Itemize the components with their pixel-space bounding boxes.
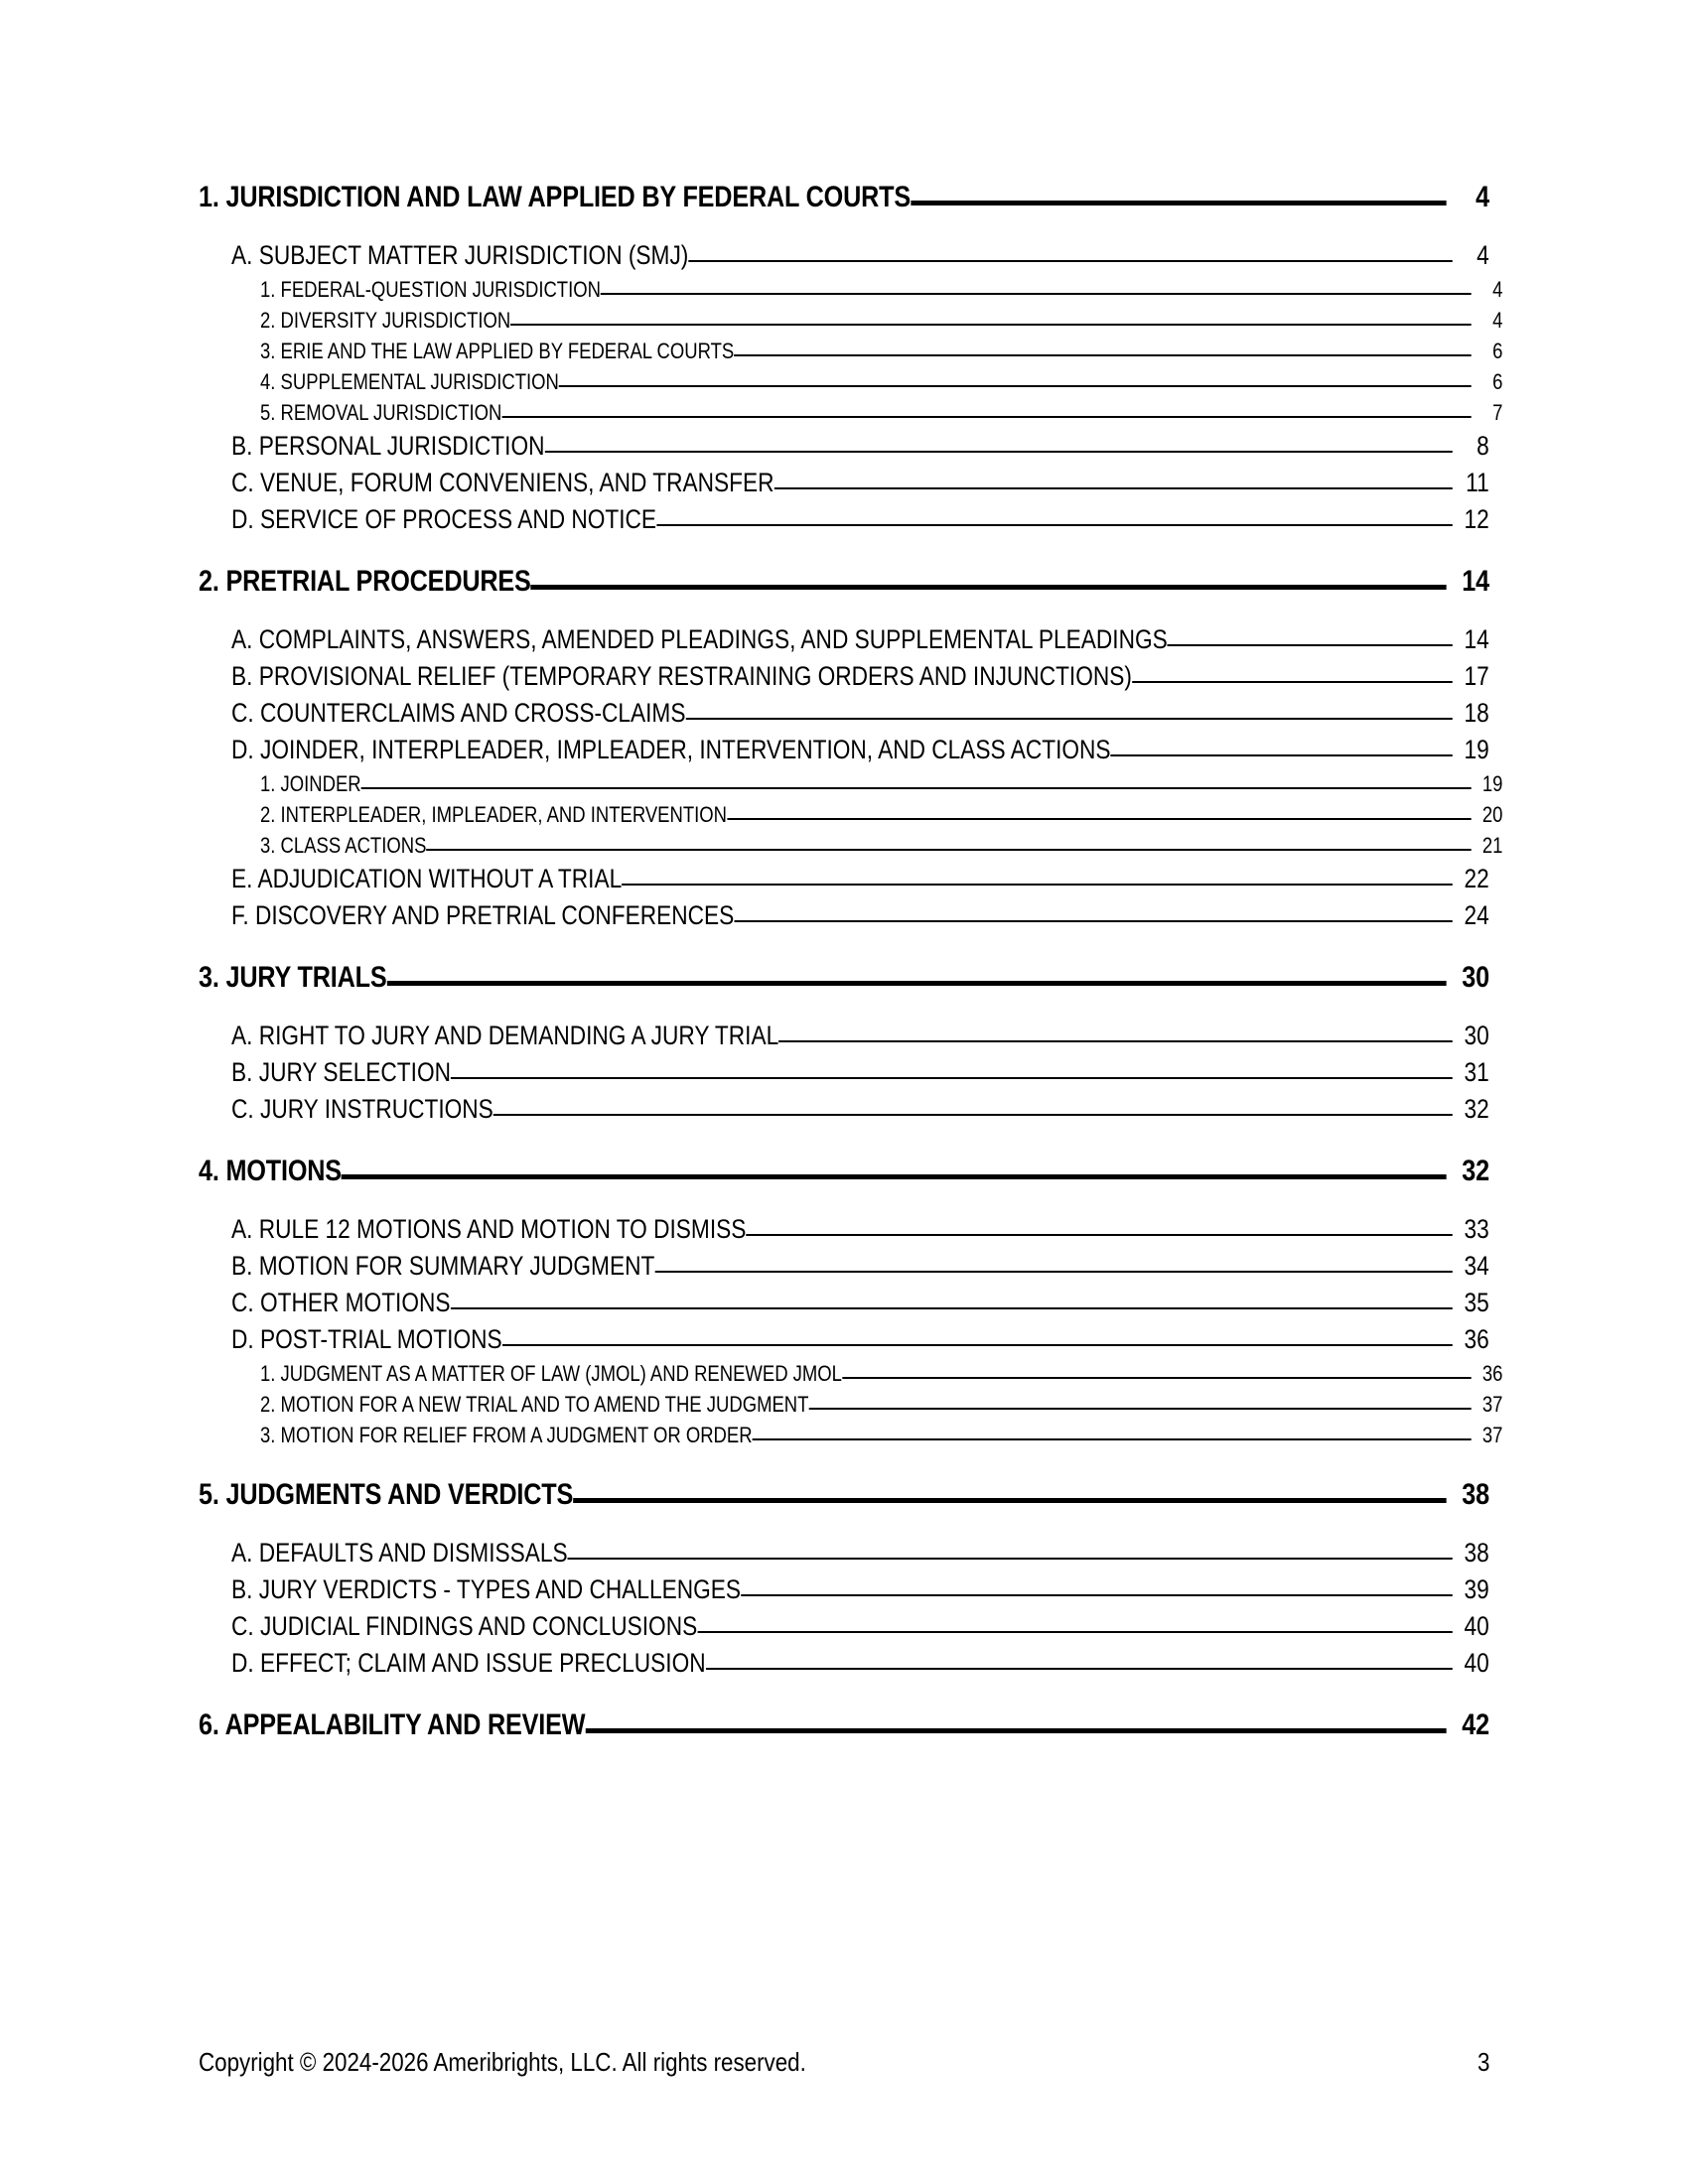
toc-entry-label: D. JOINDER, INTERPLEADER, IMPLEADER, INTERVENTION, AND CLASS ACTIONS xyxy=(231,735,1111,764)
toc-entry-page-number: 22 xyxy=(1464,864,1489,893)
toc-leader-line xyxy=(531,590,1447,591)
toc-entry-level-3[interactable] xyxy=(260,833,1502,859)
toc-entry-label: A. RIGHT TO JURY AND DEMANDING A JURY TRIAL xyxy=(231,1021,779,1050)
toc-entry-label: 2. INTERPLEADER, IMPLEADER, AND INTERVENTION xyxy=(260,802,727,827)
toc-entry-label: B. JURY VERDICTS - TYPES AND CHALLENGES xyxy=(231,1574,741,1604)
toc-leader-line xyxy=(911,205,1446,206)
toc-entry-label: D. POST-TRIAL MOTIONS xyxy=(231,1324,502,1354)
toc-entry-label: A. COMPLAINTS, ANSWERS, AMENDED PLEADINGS, AND SUPPLEMENTAL PLEADINGS xyxy=(231,624,1168,654)
toc-leader-line xyxy=(585,1733,1446,1734)
toc-leader-line xyxy=(842,1380,1472,1381)
toc-entry-level-2[interactable] xyxy=(231,431,1489,462)
toc-entry-page-number: 32 xyxy=(1462,1155,1490,1187)
toc-entry-level-2[interactable] xyxy=(231,1648,1489,1679)
toc-entry-level-2[interactable] xyxy=(231,735,1489,765)
toc-entry-label: 3. MOTION FOR RELIEF FROM A JUDGMENT OR ORDER xyxy=(260,1423,753,1447)
toc-entry-label: 3. CLASS ACTIONS xyxy=(260,833,427,858)
toc-leader-line xyxy=(697,1634,1453,1635)
toc-entry-level-3[interactable] xyxy=(260,1423,1502,1448)
toc-entry-level-3[interactable] xyxy=(260,308,1502,334)
toc-leader-line xyxy=(1168,647,1453,648)
toc-leader-line xyxy=(741,1597,1453,1598)
toc-entry-page-number: 19 xyxy=(1464,735,1489,764)
toc-entry-label: 1. JURISDICTION AND LAW APPLIED BY FEDERAL COURTS xyxy=(199,181,912,213)
toc-leader-line xyxy=(501,419,1471,420)
toc-entry-level-1[interactable] xyxy=(199,1478,1489,1512)
toc-entry-level-1[interactable] xyxy=(199,961,1489,995)
toc-entry-level-2[interactable] xyxy=(231,864,1489,894)
toc-leader-line xyxy=(502,1347,1453,1348)
toc-entry-label: 2. MOTION FOR A NEW TRIAL AND TO AMEND THE JUDGMENT xyxy=(260,1392,809,1417)
toc-entry-level-2[interactable] xyxy=(231,1057,1489,1088)
toc-entry-level-3[interactable] xyxy=(260,339,1502,364)
toc-entry-level-2[interactable] xyxy=(231,468,1489,498)
toc-entry-level-2[interactable] xyxy=(231,1611,1489,1642)
toc-entry-page-number: 19 xyxy=(1481,771,1503,796)
toc-leader-line xyxy=(342,1179,1446,1180)
toc-entry-label: 3. JURY TRIALS xyxy=(199,961,387,994)
toc-leader-line xyxy=(451,1310,1453,1311)
toc-entry-label: C. JUDICIAL FINDINGS AND CONCLUSIONS xyxy=(231,1611,698,1641)
toc-entry-page-number: 18 xyxy=(1464,698,1489,728)
page-footer xyxy=(199,2047,1489,2078)
toc-entry-level-3[interactable] xyxy=(260,771,1502,797)
toc-entry-label: 1. FEDERAL-QUESTION JURISDICTION xyxy=(260,277,601,302)
toc-entry-label: E. ADJUDICATION WITHOUT A TRIAL xyxy=(231,864,623,893)
toc-leader-line xyxy=(685,721,1452,722)
toc-entry-page-number: 35 xyxy=(1464,1288,1489,1317)
toc-entry-level-3[interactable] xyxy=(260,369,1502,395)
toc-leader-line xyxy=(774,490,1452,491)
toc-entry-page-number: 36 xyxy=(1464,1324,1489,1354)
toc-entry-label: C. VENUE, FORUM CONVENIENS, AND TRANSFER xyxy=(231,468,774,497)
toc-entry-label: A. DEFAULTS AND DISMISSALS xyxy=(231,1538,568,1568)
toc-entry-page-number: 14 xyxy=(1462,565,1490,598)
toc-entry-page-number: 40 xyxy=(1464,1611,1489,1641)
toc-entry-level-2[interactable] xyxy=(231,504,1489,535)
toc-leader-line xyxy=(426,852,1471,853)
toc-entry-level-3[interactable] xyxy=(260,1361,1502,1387)
toc-entry-label: D. EFFECT; CLAIM AND ISSUE PRECLUSION xyxy=(231,1648,706,1678)
toc-entry-label: C. COUNTERCLAIMS AND CROSS-CLAIMS xyxy=(231,698,686,728)
toc-entry-page-number: 38 xyxy=(1464,1538,1489,1568)
copyright-notice: Copyright © 2024-2026 Ameribrights, LLC. All rights reserved. xyxy=(199,2047,806,2077)
toc-entry-page-number: 4 xyxy=(1476,181,1490,213)
toc-entry-level-1[interactable] xyxy=(199,1155,1489,1188)
toc-entry-label: 4. SUPPLEMENTAL JURISDICTION xyxy=(260,369,559,394)
toc-leader-line xyxy=(656,527,1453,528)
toc-entry-label: D. SERVICE OF PROCESS AND NOTICE xyxy=(231,504,657,534)
toc-entry-label: 3. ERIE AND THE LAW APPLIED BY FEDERAL COURTS xyxy=(260,339,735,363)
toc-leader-line xyxy=(753,1441,1472,1442)
toc-entry-page-number: 37 xyxy=(1481,1423,1503,1447)
toc-entry-page-number: 4 xyxy=(1492,308,1503,333)
toc-entry-label: B. MOTION FOR SUMMARY JUDGMENT xyxy=(231,1251,655,1281)
toc-leader-line xyxy=(778,1043,1453,1044)
toc-leader-line xyxy=(808,1411,1471,1412)
toc-entry-level-1[interactable] xyxy=(199,1708,1489,1742)
toc-entry-label: B. PROVISIONAL RELIEF (TEMPORARY RESTRAINING ORDERS AND INJUNCTIONS) xyxy=(231,661,1132,691)
toc-leader-line xyxy=(386,986,1446,987)
toc-leader-line xyxy=(544,454,1452,455)
toc-entry-page-number: 33 xyxy=(1464,1214,1489,1244)
toc-entry-page-number: 31 xyxy=(1464,1057,1489,1087)
toc-entry-level-3[interactable] xyxy=(260,802,1502,828)
toc-entry-label: 5. REMOVAL JURISDICTION xyxy=(260,400,502,425)
toc-entry-page-number: 17 xyxy=(1464,661,1489,691)
toc-entry-label: A. RULE 12 MOTIONS AND MOTION TO DISMISS xyxy=(231,1214,747,1244)
toc-entry-label: B. JURY SELECTION xyxy=(231,1057,451,1087)
toc-entry-page-number: 20 xyxy=(1481,802,1503,827)
toc-entry-page-number: 8 xyxy=(1477,431,1489,461)
toc-entry-page-number: 32 xyxy=(1464,1094,1489,1124)
toc-entry-level-3[interactable] xyxy=(260,277,1502,303)
toc-leader-line xyxy=(601,296,1472,297)
toc-entry-label: 2. PRETRIAL PROCEDURES xyxy=(199,565,531,598)
toc-entry-label: 2. DIVERSITY JURISDICTION xyxy=(260,308,511,333)
toc-entry-level-3[interactable] xyxy=(260,400,1502,426)
toc-entry-label: 1. JOINDER xyxy=(260,771,361,796)
toc-leader-line xyxy=(734,923,1453,924)
toc-entry-level-2[interactable] xyxy=(231,1021,1489,1051)
toc-entry-level-2[interactable] xyxy=(231,1288,1489,1318)
toc-leader-line xyxy=(727,821,1472,822)
toc-entry-page-number: 14 xyxy=(1464,624,1489,654)
toc-leader-line xyxy=(568,1561,1453,1562)
toc-entry-level-2[interactable] xyxy=(231,661,1489,692)
toc-leader-line xyxy=(654,1274,1452,1275)
toc-entry-label: 1. JUDGMENT AS A MATTER OF LAW (JMOL) AND RENEWED JMOL xyxy=(260,1361,842,1386)
toc-entry-label: F. DISCOVERY AND PRETRIAL CONFERENCES xyxy=(231,900,735,930)
toc-entry-page-number: 12 xyxy=(1464,504,1489,534)
toc-entry-label: C. JURY INSTRUCTIONS xyxy=(231,1094,493,1124)
toc-entry-level-2[interactable] xyxy=(231,1251,1489,1282)
toc-leader-line xyxy=(734,357,1471,358)
toc-leader-line xyxy=(559,388,1472,389)
toc-entry-level-2[interactable] xyxy=(231,240,1489,271)
toc-leader-line xyxy=(361,790,1472,791)
toc-leader-line xyxy=(493,1117,1453,1118)
toc-entry-level-3[interactable] xyxy=(260,1392,1502,1418)
toc-entry-label: B. PERSONAL JURISDICTION xyxy=(231,431,545,461)
toc-entry-level-2[interactable] xyxy=(231,1324,1489,1355)
toc-entry-label: 5. JUDGMENTS AND VERDICTS xyxy=(199,1478,574,1511)
table-of-contents xyxy=(199,181,1503,1768)
toc-entry-level-2[interactable] xyxy=(231,1094,1489,1125)
toc-entry-page-number: 11 xyxy=(1466,468,1489,497)
toc-entry-page-number: 6 xyxy=(1492,339,1503,363)
toc-entry-level-2[interactable] xyxy=(231,1574,1489,1605)
page-number: 3 xyxy=(1477,2047,1489,2077)
toc-leader-line xyxy=(573,1503,1446,1504)
toc-entry-page-number: 39 xyxy=(1464,1574,1489,1604)
toc-entry-level-2[interactable] xyxy=(231,698,1489,729)
toc-entry-level-2[interactable] xyxy=(231,624,1489,655)
toc-entry-page-number: 21 xyxy=(1481,833,1503,858)
toc-entry-label: 4. MOTIONS xyxy=(199,1155,342,1187)
toc-entry-level-2[interactable] xyxy=(231,1214,1489,1245)
toc-entry-label: C. OTHER MOTIONS xyxy=(231,1288,451,1317)
toc-leader-line xyxy=(1132,684,1453,685)
toc-entry-page-number: 34 xyxy=(1464,1251,1489,1281)
toc-entry-page-number: 7 xyxy=(1492,400,1503,425)
toc-entry-page-number: 24 xyxy=(1464,900,1489,930)
toc-leader-line xyxy=(1111,757,1453,758)
toc-entry-page-number: 37 xyxy=(1481,1392,1503,1417)
toc-entry-level-2[interactable] xyxy=(231,1538,1489,1569)
toc-entry-label: A. SUBJECT MATTER JURISDICTION (SMJ) xyxy=(231,240,689,270)
toc-leader-line xyxy=(706,1671,1453,1672)
toc-leader-line xyxy=(688,263,1452,264)
toc-entry-page-number: 30 xyxy=(1462,961,1490,994)
toc-entry-page-number: 42 xyxy=(1462,1708,1490,1741)
toc-entry-page-number: 4 xyxy=(1477,240,1489,270)
toc-entry-page-number: 38 xyxy=(1462,1478,1490,1511)
toc-entry-page-number: 4 xyxy=(1492,277,1503,302)
toc-entry-page-number: 36 xyxy=(1481,1361,1503,1386)
toc-entry-label: 6. APPEALABILITY AND REVIEW xyxy=(199,1708,586,1741)
toc-entry-page-number: 6 xyxy=(1492,369,1503,394)
toc-entry-level-1[interactable] xyxy=(199,565,1489,599)
toc-entry-level-2[interactable] xyxy=(231,900,1489,931)
toc-leader-line xyxy=(451,1080,1453,1081)
toc-leader-line xyxy=(746,1237,1452,1238)
toc-leader-line xyxy=(510,327,1471,328)
toc-entry-level-1[interactable] xyxy=(199,181,1489,214)
toc-entry-page-number: 30 xyxy=(1464,1021,1489,1050)
toc-entry-page-number: 40 xyxy=(1464,1648,1489,1678)
